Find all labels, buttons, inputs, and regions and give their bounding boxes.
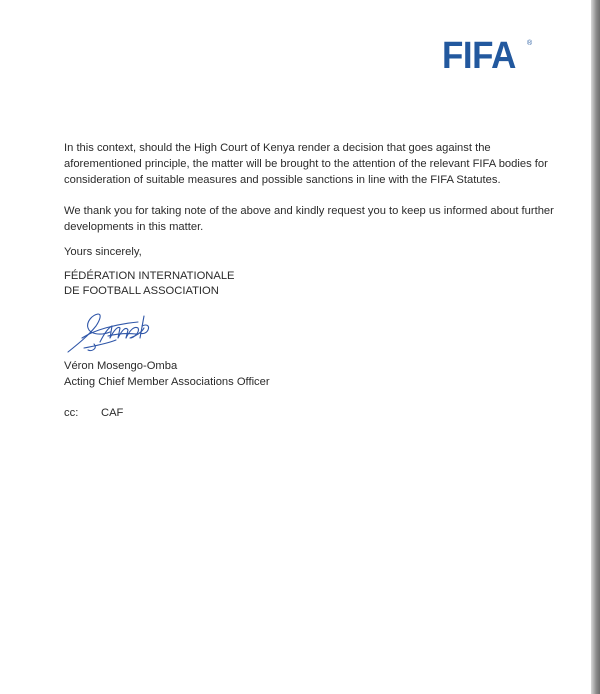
organization-name-line-1: FÉDÉRATION INTERNATIONALE bbox=[64, 270, 235, 282]
signatory-title: Acting Chief Member Associations Officer bbox=[64, 376, 270, 388]
organization-name-line-2: DE FOOTBALL ASSOCIATION bbox=[64, 285, 219, 297]
handwritten-signature bbox=[64, 308, 160, 356]
closing-salutation: Yours sincerely, bbox=[64, 246, 142, 258]
page-edge-shadow bbox=[591, 0, 600, 694]
body-paragraph-2: We thank you for taking note of the above and kindly request you to keep us informed about further developments in this matter. bbox=[64, 205, 554, 234]
fifa-logo: FIFA bbox=[442, 35, 516, 77]
cc-recipient: CAF bbox=[101, 407, 124, 419]
registered-mark: ® bbox=[527, 40, 533, 47]
cc-label: cc: bbox=[64, 407, 79, 419]
signatory-name: Véron Mosengo-Omba bbox=[64, 360, 178, 372]
body-paragraph-1: In this context, should the High Court of Kenya render a decision that goes against the aforementioned principle, the matter will be brought to the attention of the relevant FIFA bodies for consideration of suitable measures and possible sanctions in line with the FIFA Statutes. bbox=[64, 142, 548, 187]
